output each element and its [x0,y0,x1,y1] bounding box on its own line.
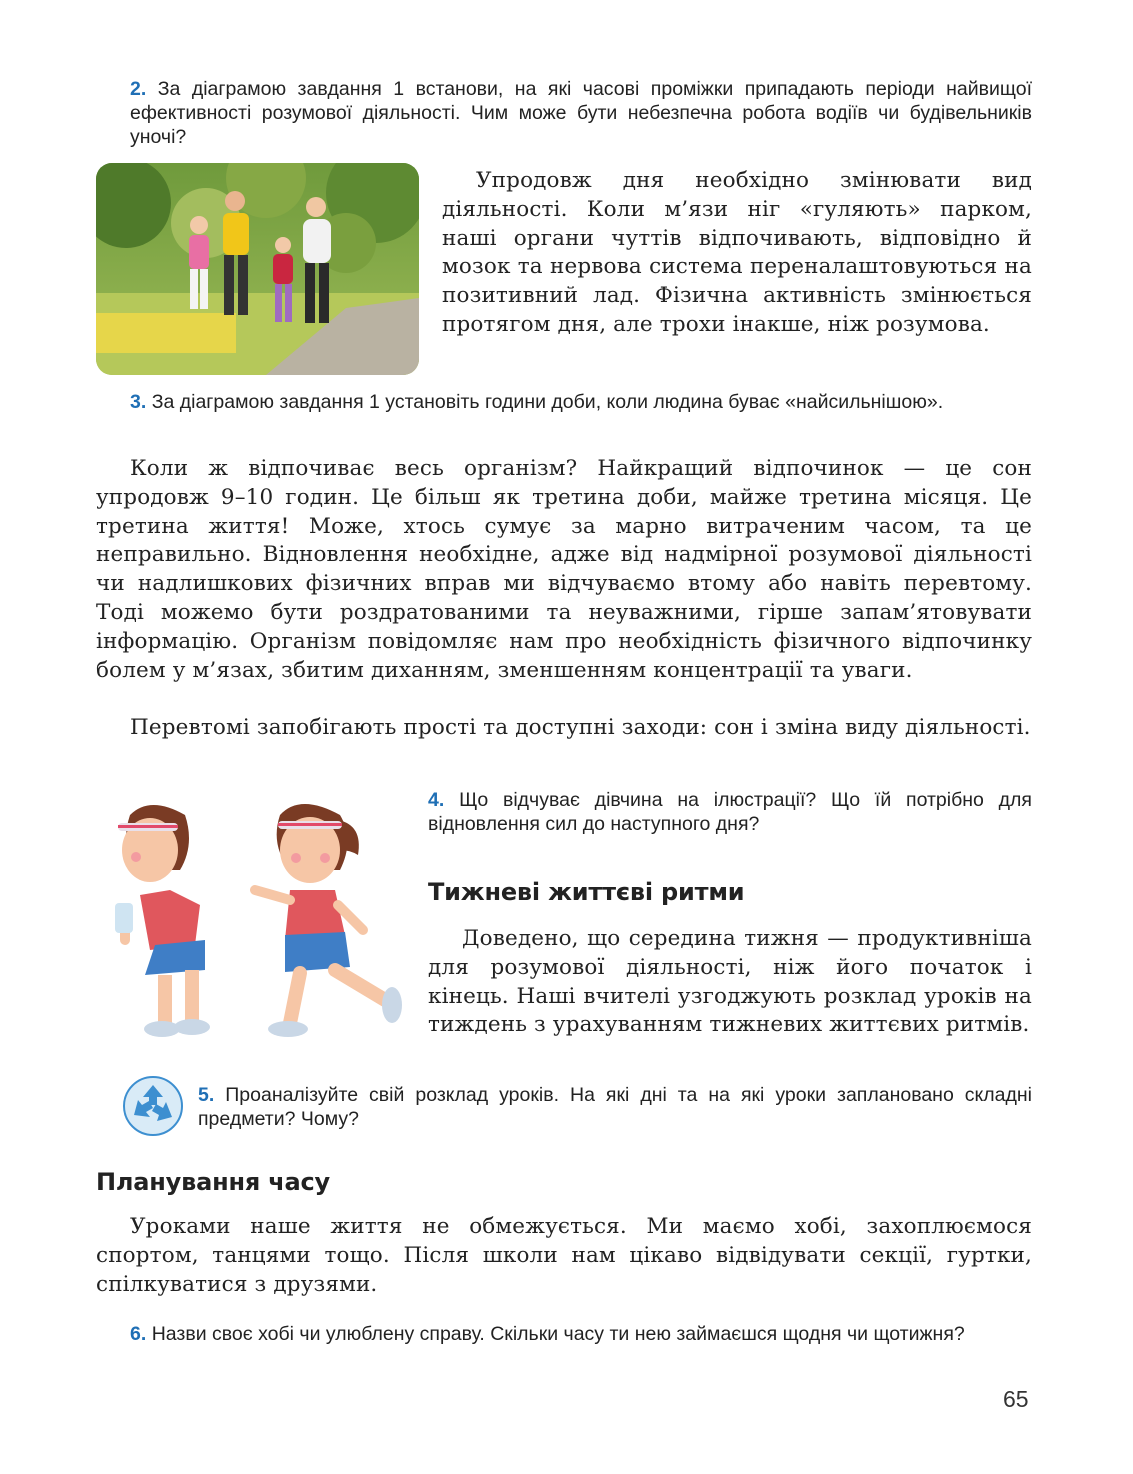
question-text: Що відчуває дівчина на ілюстрації? Що їй потрібно для відновлення сил до наступного дня? [428,789,1032,835]
paragraph-activity-change: Упродовж дня необхідно змінювати вид діяльності. Коли м’язи ніг «гуляють» парком, наші органи чуттів відпочивають, відповідно й мозок та нервова система переналаштовуються на позитивний лад. Фізична активність змінюється протягом дня, але трохи інакше, ніж розумова. [442,168,1032,337]
question-number: 6. [130,1323,147,1345]
heading-weekly-rhythms: Тижневі життєві ритми [428,878,745,906]
tired-girl-figure [115,805,210,1037]
question-text: За діаграмою завдання 1 встанови, на які часові проміжки припадають періоди найвищої ефективності розумової діяльності. Чим може бути небезпечна робота водіїв чи будівельників уночі? [130,78,1032,148]
question-number: 3. [130,391,147,413]
paragraph-fatigue-prevention: Перевтомі запобігають прості та доступні заходи: сон і зміна виду діяльності. [130,715,1031,740]
question-number: 5. [198,1084,215,1106]
paragraph-weekly-rhythms: Доведено, що середина тижня — продуктивніша для розумової діяльності, ніж його початок і кінець. Наші вчителі узгоджують розклад уроків на тиждень з урахуванням тижневих життєвих ритмів. [428,926,1032,1038]
page-number: 65 [1003,1386,1029,1412]
question-text: Проаналізуйте свій розклад уроків. На які дні та на які уроки заплановано складні предмети? Чому? [198,1084,1032,1130]
tired-and-running-girl-illustration [100,795,410,1055]
question-6 [130,1322,1032,1346]
paragraph-time-planning: Уроками наше життя не обмежується. Ми маємо хобі, захоплюємося спортом, танцями тощо. Після школи нам цікаво відвідувати секції, гуртки, спілкуватися з друзями. [96,1214,1032,1297]
question-2 [130,77,1032,149]
question-5 [198,1083,1032,1131]
question-text: За діаграмою завдання 1 установіть години доби, коли людина буває «найсильнішою». [151,391,944,413]
recycle-arrows-icon [122,1075,184,1137]
question-3 [130,390,1032,414]
family-running-photo [96,163,419,375]
running-girl-figure [255,804,402,1037]
heading-time-planning: Планування часу [96,1168,330,1196]
question-4 [428,788,1032,836]
question-number: 4. [428,789,445,811]
question-text: Назви своє хобі чи улюблену справу. Скільки часу ти нею займаєшся щодня чи щотижня? [151,1323,965,1345]
paragraph-rest: Коли ж відпочиває весь організм? Найкращий відпочинок — це сон упродовж 9–10 годин. Це більш як третина доби, майже третина місяця. Це третина життя! Може, хтось сумує за марно витраченим часом, та це неправильно. Відновлення необхідне, адже від надмірної розумової діяльності чи надлишкових фізичних вправ ми відчуваємо втому або навіть перевтому. Тоді можемо бути роздратованими та неуважними, гірше запам’ятовувати інформацію. Організм повідомляє нам про необхідність фізичного відпочинку болем у м’язах, збитим диханням, зменшенням концентрації та уваги. [96,456,1032,683]
question-number: 2. [130,78,147,100]
